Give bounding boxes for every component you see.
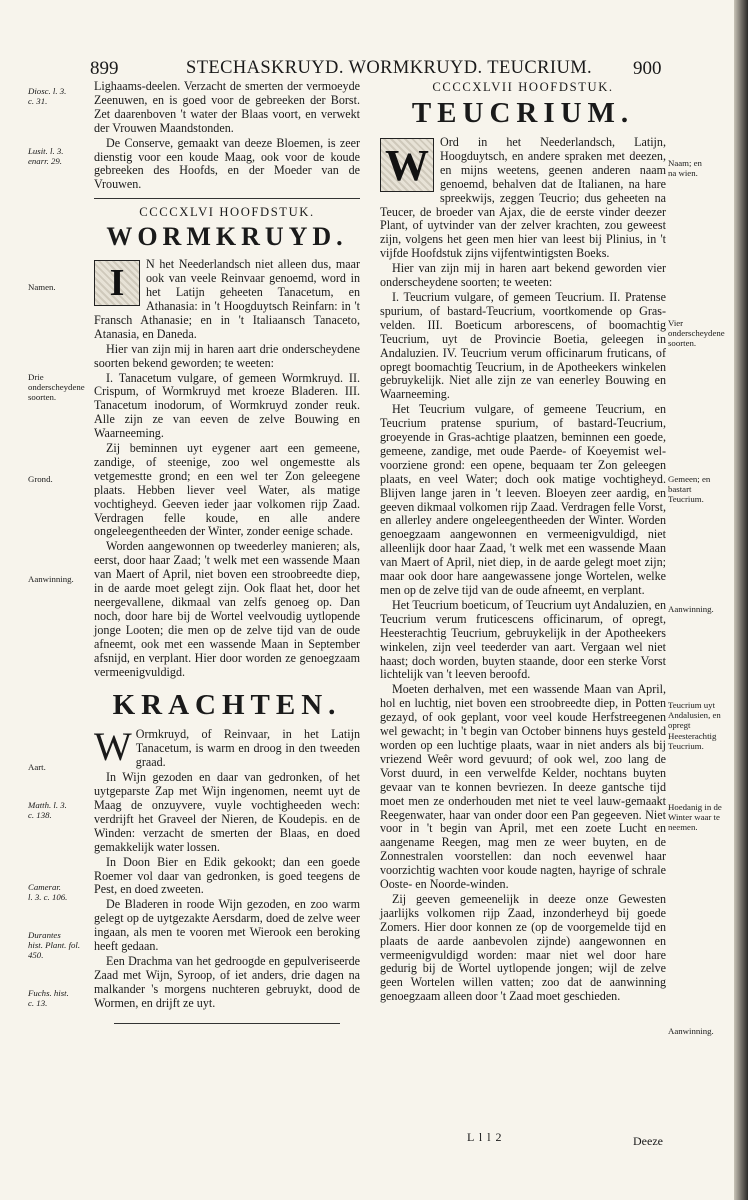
margin-note: Gemeen; en bastart Teucrium.: [668, 474, 711, 505]
chapter-title: WORMKRUYD.: [106, 222, 348, 252]
catchword: Deeze: [633, 1134, 663, 1148]
margin-note: Aanwinning.: [28, 574, 74, 584]
margin-note: Aanwinning.: [668, 604, 714, 614]
soil-paragraph: Zij beminnen uyt eygener aart een gemeene, zandige, of steenige, zoo wel ongemestte als vetgemestte grond; en een wel ter Zon geleegene plaats. Hebben liever veel Water, als matige vochtigheyd. Geeven ieder jaar volkomen rijp Zaad. Verdragen felle koude, en alle andere ongeleegentheeden der Winter, zonder eenige schade.: [94, 441, 360, 539]
running-title: STECHASKRUYD. WORMKRUYD. TEUCRIUM.: [186, 58, 593, 78]
chapter-heading: CCCCXLVII HOOFDSTUK.: [432, 80, 614, 94]
varieties-intro: Hier van zijn mij in haren aart bekend geworden vier onderscheydene soorten; te weeten:: [380, 261, 666, 290]
names-paragraph: N het Neederlandsch niet alleen dus, maar ook van veele Reinvaar genoemd, word in het Latijn geheeten Tanacetum, en Athanasia: in 't Hoogduytsch Reinfarn: in 't Fransch Athanasie; en in 't Italiaansch Tanaceto, Atanasia, en Daneda.: [94, 257, 360, 341]
varieties-intro: Hier van zijn mij in haren aart drie onderscheydene soorten bekend geworden; te weeten:: [94, 341, 360, 370]
drachma-paragraph: Een Drachma van het gedroogde en gepulveriseerde Zaad met Wijn, Syroop, of iet anders, drie dagen na malkander 's morgens nuchteren gebruykt, dood de Wormen, en drijft ze uyt.: [94, 953, 360, 1010]
margin-note: Teucrium uyt Andalusien, en opregt Heesterachtig Teucrium.: [668, 700, 721, 751]
margin-note: Aart.: [28, 762, 46, 772]
margin-note: Vier onderscheydene soorten.: [668, 318, 725, 349]
conserve-paragraph: De Conserve, gemaakt van deeze Bloemen, is zeer dienstig voor een koude Maag, ook voor de koude gebreeken des Hoofds, en der Moeder van de Vrouwen.: [94, 135, 360, 192]
margin-note: Drie onderscheydene soorten.: [28, 372, 85, 403]
decorated-initial: W: [380, 138, 434, 192]
margin-note: Lusit. l. 3. enarr. 29.: [28, 146, 64, 167]
boeticum-paragraph: Het Teucrium boeticum, of Teucrium uyt Andaluzien, en Teucrium verum fruticescens officinarum, of opregt, Heesterachtig Teucrium, gebruykelijk in der Apotheekers winkelen, zijn veel teederder van aart. Vergaan wel niet haast; doch worden, buyten staande, door een sterke Vorst lichtelijk van 't leeven beroofd.: [380, 597, 666, 682]
krachten-title: KRACHTEN.: [112, 689, 342, 722]
signature-mark: L l l 2: [467, 1130, 503, 1144]
margin-note: Namen.: [28, 282, 56, 292]
winter-care-paragraph: Moeten derhalven, met een wassende Maan van April, hol en luchtig, niet boven een stroobreedte diep, in Potten gezayd, of ook geplant, voor veel koude Herfstreegenen wel gewacht; in 't begin van October binnens huys gesteld worden op een luchtige plaats, waar in niet anders als bij vriezend Weêr word gevuurd; of ook wel, zoo lang de Vorst duurd, in een verwelfde Kelder, nochtans buyten gevaar van te konnen bevriezen. In deeze gantsche tijd moet men ze onderhouden met niet te veel lauw-gemaakt Reegenwater, haar van onder door een Pan gegeeven. Niet voor in 't begin van April, met een zoete Lucht en aangename Reegen, mag men ze weer buyten, en de Zonnestralen voorstellen: dan noch eevenwel haar voorzichtig wachten voor koude nagten, hayrige of schrale Ooste- en Noorde-winden.: [380, 682, 666, 892]
margin-note: Durantes hist. Plant. fol. 450.: [28, 930, 81, 961]
decorated-initial: I: [94, 260, 140, 306]
continued-paragraph: Lighaams-deelen. Verzacht de smerten der vermoeyde Zeenuwen, en is goed voor de gebreeken der Borst. Zet daarenboven 't water der Blaas voort, en verwekt der Vrouwen Maandstonden.: [94, 79, 360, 135]
margin-note: Hoedanig in de Winter waar te neemen.: [668, 802, 722, 833]
right-column: [380, 80, 666, 1005]
margin-note: Camerar. l. 3. c. 106.: [28, 882, 68, 903]
margin-note: Fuchs. hist. c. 13.: [28, 988, 69, 1009]
varieties-list: I. Tanacetum vulgare, of gemeen Wormkruyd. II. Crispum, of Wormkruyd met kroeze Bladeren. III. Tanacetum inodorum, of Wormkruyd zonder reuk. Alle zijn ze van eeven de zelve Bouwing en Waarneeming.: [94, 370, 360, 441]
propagation-paragraph: Worden aangewonnen op tweederley manieren; als, eerst, door haar Zaad; 't welk met een wassende Maan van Maert of April, niet boven een stroobreedte diep, in de aarde moet gelegt zijn. Ook flaat het, door het neergevallene, dikmaal van zelfs genoeg op. Dan noch, door hare bij de Wortel veelvoudig uytlopende jonge Looten; die men op de zelve tijd van de oude afneemt, ook met een wassende Maan in September afsnijd, en verplant. Hier door worden ze genoegzaam vermeenigvuldigd.: [94, 539, 360, 679]
beer-paragraph: In Doon Bier en Edik gekookt; dan een goede Roemer vol daar van gedronken, is goed teegens de Pest, en doed zweeten.: [94, 854, 360, 897]
seed-paragraph: Zij geeven gemeenelijk in deeze onze Gewesten jaarlijks volkomen rijp Zaad, inzonderheyd bij goede Zomers. Hier door konnen ze (op de voorgemelde tijd en plaats de aarde aanbevolen zijnde) aangewonnen en vermeenigvuldigd worden: maar niet wel door hare gedurig bij de Wortel uytlopende jongen; wijl de zelve geen Wortelen willen vatten; zoo dat de aanwinning genoegzaam alleen door 't Zaad moet geschieden.: [380, 891, 666, 1004]
names-paragraph: Ord in het Neederlandsch, Latijn, Hoogduytsch, en andere spraken met deezen, en mijns weetens, geenen anderen naam genoemd, behalven dat de Italianen, na hare spreekwijs, zeggen Teucrio; dus geheeten na Teucer, de broeder van Ajax, die de eerste vinder deezer Plant, of uytvinder van der zelver krachten, zou geweest zijn, volgens het geen men hier van leest bij Plinius, in 't vijfde Hoofdstuk zijns vijfentwintigsten Boeks.: [380, 135, 666, 261]
page-gutter-shadow: [734, 0, 748, 1200]
margin-note: Grond.: [28, 474, 53, 484]
page-number-right: 900: [633, 58, 662, 79]
page-number-left: 899: [90, 58, 119, 79]
varieties-list: I. Teucrium vulgare, of gemeen Teucrium. II. Pratense spurium, of bastard-Teucrium, voortkomende op Gras-velden. III. Boeticum arborescens, of boomachtig Teucrium, uyt de Provincie Boetia, geleegen in Andaluzien. IV. Teucrium verum officinarum fruticans, of opregt boomachtig Teucrium, in de Apotheekers winkelen gebruykelijk. Niet alle zijn ze van eenerley Bouwing en Waarneeming.: [380, 289, 666, 402]
left-column: [94, 80, 360, 1030]
wine-paragraph: In Wijn gezoden en daar van gedronken, of het uytgeparste Zap met Wijn ingenomen, neemt uyt de Maag de onzuyvere, vuyle vochtigheeden wech: verdrijft het Graveel der Nieren, de Koudepis. en de Winden: verzacht de smerten der Blaas, en doed gemakkelijk water lossen.: [94, 770, 360, 854]
section-divider: [94, 198, 360, 199]
krachten-paragraph: Ormkruyd, of Reinvaar, in het Latijn Tanacetum, is warm en droog in den tweeden graad.: [135, 727, 360, 770]
chapter-heading: CCCCXLVI HOOFDSTUK.: [139, 205, 315, 220]
margin-note: Matth. l. 3. c. 138.: [28, 800, 67, 821]
margin-note: Naam; en na wien.: [668, 158, 702, 179]
vulgare-paragraph: Het Teucrium vulgare, of gemeene Teucrium, en Teucrium pratense spurium, of bastard-Teucrium, groeyende in Gras-achtige plaatzen, beminnen een goede, gemeene, zandige, met oude Paerde- of Koeyemist wel-voorziene grond: een opene, bequaam ter Zon geleegen plaats, en veel Water; doch ook matige vochtigheyd. Blijven lange jaren in 't leeven. Bloeyen zeer aardig, en geeven dikmaal volkomen rijp Zaad. Verdragen felle Vorst, en allerley andere ongeleegentheeden der Winter. Worden genoegzaam aangewonnen en vermeenigvuldigd, niet alleenlijk door haar Zaad, 't welk met een wassende Maan van Maert of April, niet diep, in de aarde gelegt moet zijn; maar ook door hare aangewassene jonge Wortelen, welke men op de zelve tijd van de oude afneemt, en verplant.: [380, 402, 666, 597]
chapter-title: TEUCRIUM.: [411, 97, 635, 129]
end-rule: [114, 1023, 340, 1024]
margin-note: Diosc. l. 3. c. 31.: [28, 86, 67, 107]
krachten-initial: W: [94, 724, 132, 770]
margin-note: Aanwinning.: [668, 1026, 714, 1036]
leaves-paragraph: De Bladeren in roode Wijn gezoden, en zoo warm gelegt op de uytgezakte Aersdarm, doed de zelve weer ingaan, als men te vooren met Wierook een beroking heeft gedaan.: [94, 897, 360, 954]
